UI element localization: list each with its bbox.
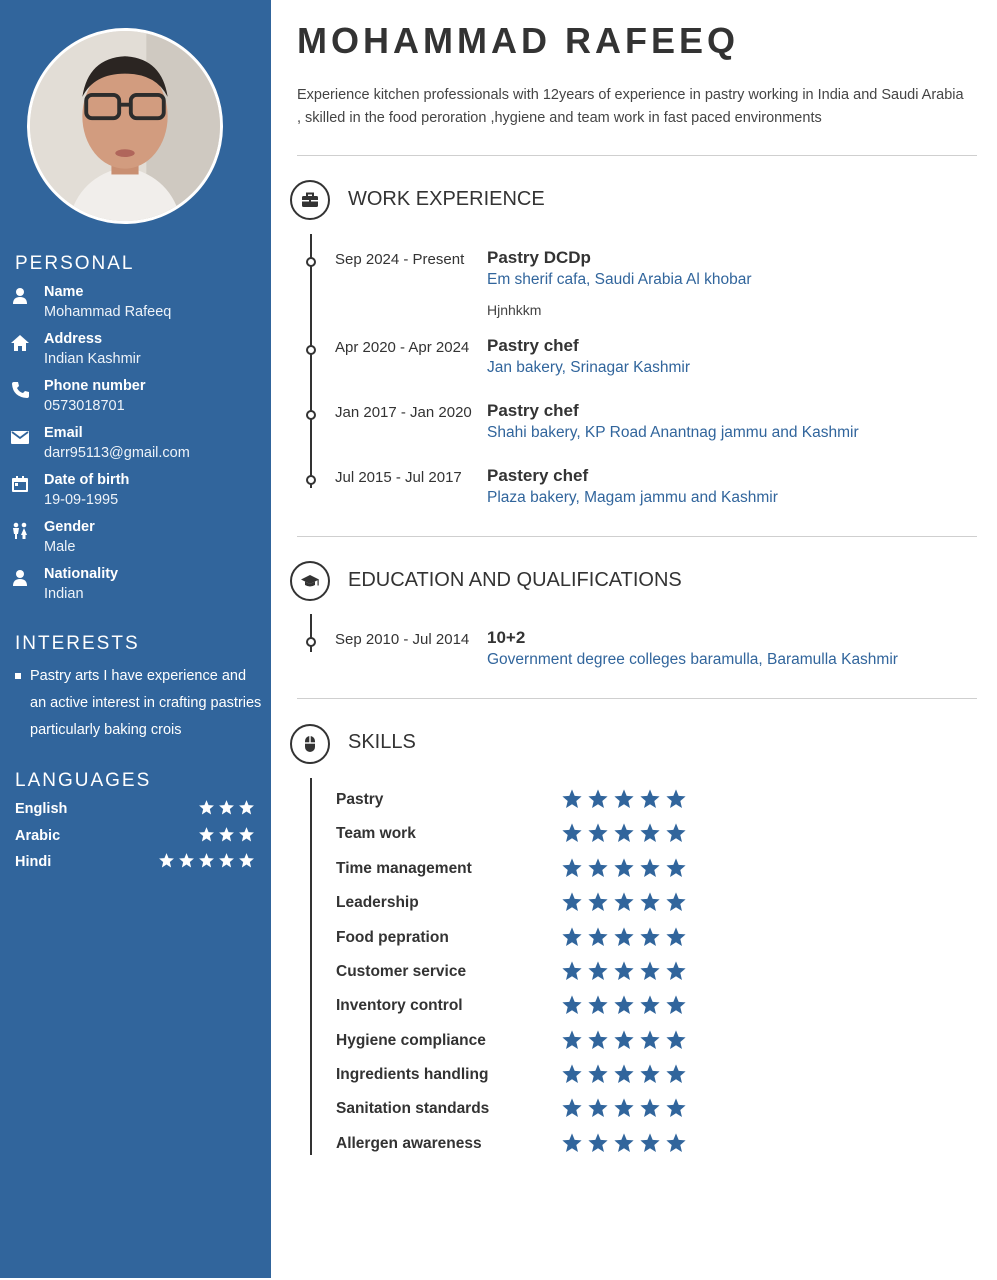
skill-name: Team work — [336, 825, 416, 842]
star-icon — [561, 857, 583, 879]
language-name: Hindi — [15, 854, 52, 870]
star-icon — [178, 852, 195, 869]
personal-label: Date of birth — [44, 472, 130, 488]
skills-heading: SKILLS — [348, 731, 416, 753]
star-icon — [218, 799, 235, 816]
star-icon — [639, 788, 661, 810]
personal-value: Mohammad Rafeeq — [44, 304, 172, 320]
education-date: Sep 2010 - Jul 2014 — [335, 631, 470, 648]
work-title: Pastry chef — [487, 401, 579, 420]
personal-heading: PERSONAL — [15, 253, 135, 274]
divider — [297, 155, 977, 156]
skill-name: Time management — [336, 860, 472, 877]
star-icon — [665, 1097, 687, 1119]
home-icon — [10, 334, 30, 352]
star-icon — [639, 1132, 661, 1154]
personal-item-dob — [10, 472, 265, 516]
graduation-cap-icon — [290, 561, 330, 601]
personal-label: Address — [44, 331, 103, 347]
star-icon — [198, 826, 215, 843]
email-icon — [10, 428, 30, 446]
star-icon — [665, 788, 687, 810]
star-icon — [561, 822, 583, 844]
personal-value: darr95113@gmail.com — [44, 445, 190, 461]
star-icon — [238, 799, 255, 816]
mouse-icon — [290, 724, 330, 764]
star-icon — [587, 994, 609, 1016]
star-icon — [587, 788, 609, 810]
personal-value: Indian — [44, 586, 84, 602]
timeline-dot — [306, 410, 316, 420]
profile-summary: Experience kitchen professionals with 12years of experience in pastry working in India and Saudi Arabia , skilled in the food peroration ,hygiene and team work in fast paced environments — [297, 87, 964, 126]
star-icon — [561, 1029, 583, 1051]
skill-name: Customer service — [336, 963, 467, 980]
star-icon — [613, 1132, 635, 1154]
star-icon — [639, 994, 661, 1016]
divider — [297, 698, 977, 699]
personal-value: 0573018701 — [44, 398, 125, 414]
candidate-name: MOHAMMAD RAFEEQ — [297, 20, 739, 61]
work-title: Pastry DCDp — [487, 248, 591, 267]
language-rating — [158, 852, 255, 872]
star-icon — [639, 857, 661, 879]
bullet-icon — [15, 673, 21, 679]
star-icon — [561, 960, 583, 982]
work-date: Apr 2020 - Apr 2024 — [335, 339, 470, 356]
language-rating — [198, 826, 255, 846]
work-timeline — [310, 234, 312, 488]
profile-photo-image — [30, 31, 220, 221]
language-rating — [198, 799, 255, 819]
skill-rating — [561, 960, 687, 982]
star-icon — [639, 1097, 661, 1119]
personal-value: 19-09-1995 — [44, 492, 119, 508]
language-row — [15, 799, 255, 821]
personal-label: Name — [44, 284, 84, 300]
star-icon — [639, 926, 661, 948]
language-name: English — [15, 801, 68, 817]
skill-name: Hygiene compliance — [336, 1032, 486, 1049]
language-name: Arabic — [15, 828, 61, 844]
star-icon — [587, 822, 609, 844]
star-icon — [665, 1029, 687, 1051]
star-icon — [561, 1097, 583, 1119]
skill-rating — [561, 1097, 687, 1119]
sidebar — [0, 0, 271, 1278]
star-icon — [665, 891, 687, 913]
star-icon — [561, 926, 583, 948]
skill-name: Food pepration — [336, 929, 449, 946]
star-icon — [238, 852, 255, 869]
star-icon — [218, 826, 235, 843]
skill-rating — [561, 926, 687, 948]
education-title: 10+2 — [487, 628, 526, 647]
personal-label: Nationality — [44, 566, 119, 582]
star-icon — [561, 994, 583, 1016]
star-icon — [561, 1132, 583, 1154]
work-experience-heading: WORK EXPERIENCE — [348, 188, 545, 210]
timeline-dot — [306, 257, 316, 267]
work-title: Pastery chef — [487, 466, 589, 485]
work-description: Hjnhkkm — [487, 302, 542, 318]
person-icon — [10, 287, 30, 305]
work-date: Jul 2015 - Jul 2017 — [335, 469, 462, 486]
personal-label: Phone number — [44, 378, 146, 394]
work-employer: Em sherif cafa, Saudi Arabia Al khobar — [487, 271, 752, 288]
personal-value: Indian Kashmir — [44, 351, 141, 367]
star-icon — [665, 822, 687, 844]
skill-rating — [561, 788, 687, 810]
skill-name: Inventory control — [336, 997, 463, 1014]
skills-timeline — [310, 778, 312, 1155]
work-employer: Jan bakery, Srinagar Kashmir — [487, 359, 691, 376]
star-icon — [665, 960, 687, 982]
skill-name: Pastry — [336, 791, 384, 808]
calendar-icon — [10, 475, 30, 493]
star-icon — [587, 1132, 609, 1154]
profile-photo — [27, 28, 223, 224]
phone-icon — [10, 381, 30, 399]
star-icon — [561, 1063, 583, 1085]
personal-item-phone — [10, 378, 265, 422]
timeline-dot — [306, 637, 316, 647]
star-icon — [639, 891, 661, 913]
skill-name: Sanitation standards — [336, 1100, 490, 1117]
timeline-dot — [306, 475, 316, 485]
star-icon — [665, 1063, 687, 1085]
star-icon — [587, 1063, 609, 1085]
work-date: Jan 2017 - Jan 2020 — [335, 404, 472, 421]
star-icon — [639, 960, 661, 982]
language-row — [15, 826, 255, 848]
star-icon — [639, 822, 661, 844]
work-employer: Plaza bakery, Magam jammu and Kashmir — [487, 489, 778, 506]
education-heading: EDUCATION AND QUALIFICATIONS — [348, 569, 682, 591]
star-icon — [665, 1132, 687, 1154]
skill-rating — [561, 857, 687, 879]
timeline-dot — [306, 345, 316, 355]
star-icon — [561, 891, 583, 913]
work-date: Sep 2024 - Present — [335, 251, 465, 268]
gender-icon — [10, 522, 30, 540]
personal-label: Gender — [44, 519, 95, 535]
star-icon — [158, 852, 175, 869]
star-icon — [613, 926, 635, 948]
star-icon — [587, 960, 609, 982]
personal-label: Email — [44, 425, 83, 441]
star-icon — [639, 1063, 661, 1085]
interests-heading: INTERESTS — [15, 633, 140, 654]
interest-text: Pastry arts I have experience and an active interest in crafting pastries particularly baking crois — [30, 668, 262, 738]
star-icon — [613, 788, 635, 810]
star-icon — [561, 788, 583, 810]
star-icon — [198, 852, 215, 869]
skill-name: Leadership — [336, 894, 419, 911]
personal-item-email — [10, 425, 265, 469]
star-icon — [613, 1097, 635, 1119]
personal-value: Male — [44, 539, 76, 555]
star-icon — [613, 1029, 635, 1051]
star-icon — [639, 1029, 661, 1051]
languages-heading: LANGUAGES — [15, 770, 152, 791]
personal-item-gender — [10, 519, 265, 563]
skill-name: Ingredients handling — [336, 1066, 489, 1083]
personal-item-address — [10, 331, 265, 375]
star-icon — [613, 960, 635, 982]
star-icon — [198, 799, 215, 816]
skill-rating — [561, 994, 687, 1016]
star-icon — [613, 891, 635, 913]
star-icon — [613, 994, 635, 1016]
personal-item-name — [10, 284, 265, 328]
skill-name: Allergen awareness — [336, 1135, 482, 1152]
skill-rating — [561, 1132, 687, 1154]
star-icon — [218, 852, 235, 869]
star-icon — [613, 857, 635, 879]
skill-rating — [561, 1029, 687, 1051]
language-row — [15, 852, 255, 874]
skill-rating — [561, 891, 687, 913]
star-icon — [613, 822, 635, 844]
education-institution: Government degree colleges baramulla, Baramulla Kashmir — [487, 651, 898, 668]
work-title: Pastry chef — [487, 336, 579, 355]
star-icon — [665, 994, 687, 1016]
star-icon — [587, 926, 609, 948]
star-icon — [613, 1063, 635, 1085]
personal-item-nationality — [10, 566, 265, 610]
work-employer: Shahi bakery, KP Road Anantnag jammu and Kashmir — [487, 424, 859, 441]
skill-rating — [561, 822, 687, 844]
star-icon — [587, 857, 609, 879]
person-icon — [10, 569, 30, 587]
divider — [297, 536, 977, 537]
star-icon — [665, 857, 687, 879]
star-icon — [587, 1097, 609, 1119]
skill-rating — [561, 1063, 687, 1085]
star-icon — [238, 826, 255, 843]
star-icon — [587, 891, 609, 913]
briefcase-icon — [290, 180, 330, 220]
star-icon — [665, 926, 687, 948]
star-icon — [587, 1029, 609, 1051]
